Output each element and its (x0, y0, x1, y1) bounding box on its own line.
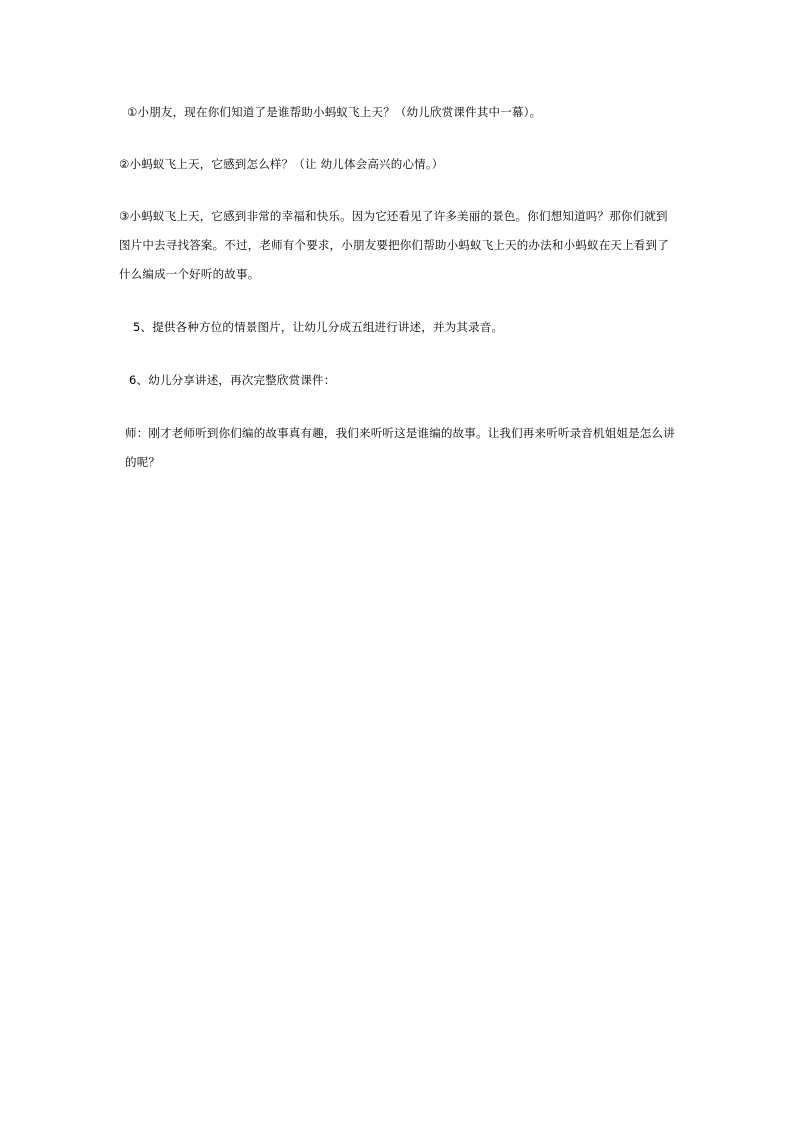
paragraph-step-6: 6、幼儿分享讲述，再次完整欣赏课件： (129, 373, 336, 387)
paragraph-question-3: ③小蚂蚁飞上天，它感到非常的幸福和快乐。因为它还看见了许多美丽的景色。你们想知道吗？那你们就到图片中去寻找答案。不过，老师有个要求，小朋友要把你们帮助小蚂蚁飞上天的办法和小蚂蚁在天上看到了什么编成一个好听的故事。 (119, 209, 669, 281)
document-body (119, 98, 679, 477)
paragraph-question-2: ②小蚂蚁飞上天，它感到怎么样？（让 幼儿体会高兴的心情。） (119, 157, 444, 171)
paragraph-question-1: ①小朋友，现在你们知道了是谁帮助小蚂蚁飞上天？（幼儿欣赏课件其中一幕）。 (127, 105, 542, 119)
paragraph-teacher: 师：刚才老师听到你们编的故事真有趣，我们来听听这是谁编的故事。让我们再来听听录音机姐姐是怎么讲的呢？ (125, 426, 675, 469)
paragraph-step-5: 5、提供各种方位的情景图片，让幼儿分成五组进行讲述，并为其录音。 (133, 320, 504, 334)
